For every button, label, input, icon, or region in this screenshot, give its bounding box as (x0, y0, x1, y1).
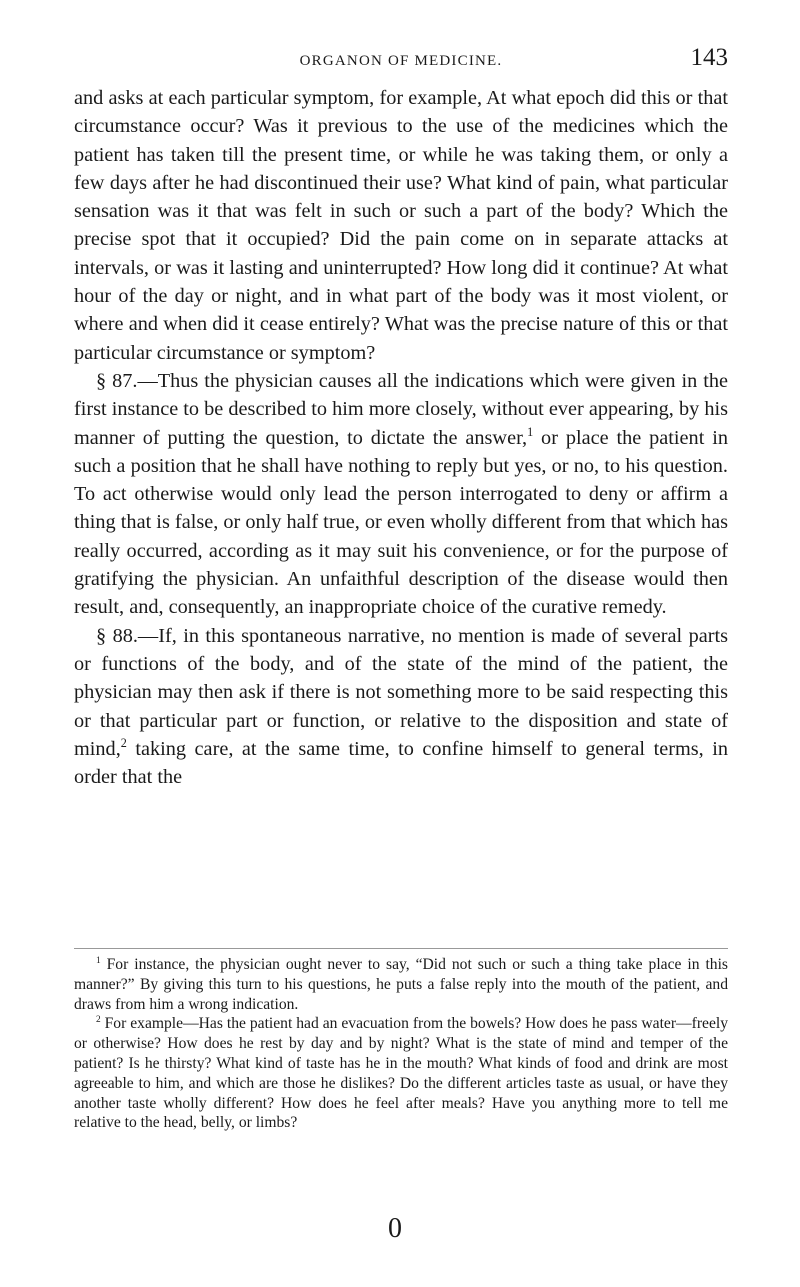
footnote-text: For instance, the physician ought never to say, “Did not such or such a thing take place in this manner?” By giving this turn to his questions, he puts a false reply into the mouth of the patient, and draws from him a wrong indication. (74, 956, 728, 1013)
paragraph-text: taking care, at the same time, to confine himself to general terms, in order that the (74, 737, 728, 789)
footnote-1 (74, 955, 728, 1014)
footnote-mark-2: 2 (96, 1015, 101, 1026)
paragraph-text: § 88.—If, in this spontaneous narrative, no mention is made of several parts or functions of the body, and of the state of the mind of the patient, the physician may then ask if there is not something more to be said respecting this or that particular part or function, or relative to the disposition and state of mind, (74, 624, 728, 760)
footnotes (74, 955, 728, 1133)
paragraph-section-87 (74, 367, 728, 622)
page-number: 143 (690, 44, 728, 71)
footnote-2 (74, 1014, 728, 1133)
paragraph-section-88 (74, 622, 728, 792)
footnote-ref-1: 1 (527, 424, 534, 439)
paragraph-text: § 87.—Thus the physician causes all the indications which were given in the first instance to be described to him more closely, without ever appearing, by his manner of putting the question, to dictate the answer, (74, 369, 728, 449)
footnote-text: For example—Has the patient had an evacuation from the bowels? How does he pass water—freely or otherwise? How does he rest by day and by night? What is the state of mind and temper of the patient? Is he thirsty? What kind of taste has he in the mouth? What kinds of food and drink are most agreeable to him, and which are those he dislikes? Do the different articles taste as usual, or have they another taste wholly different? How does he feel after meals? Have you anything more to tell me relative to the head, belly, or limbs? (74, 1015, 728, 1132)
running-title: ORGANON OF MEDICINE. (299, 53, 503, 69)
footnote-mark-1: 1 (96, 955, 101, 966)
paragraph-continuation (74, 84, 728, 367)
signature-mark: 0 (388, 1213, 402, 1244)
footnote-ref-2: 2 (120, 736, 127, 751)
paragraph-text: or place the patient in such a position that he shall have nothing to reply but yes, or no, to his question. To act otherwise would only lead the person interrogated to deny or affirm a thing that is false, or only half true, or even wholly different from that which has really occurred, according as it may suit his convenience, or for the purpose of gratifying the physician. An unfaithful description of the disease would then result, and, consequently, an inappropriate choice of the curative remedy. (74, 426, 728, 619)
running-head (74, 44, 728, 80)
paragraph-text: and asks at each particular symptom, for example, At what epoch did this or that circumstance occur? Was it previous to the use of the medicines which the patient has taken till the present time, or while he was taking them, or only a few days after he had discontinued their use? What kind of pain, what particular sensation was it that was felt in such or such a part of the body? Which the precise spot that it occupied? Did the pain come on in separate attacks at intervals, or was it lasting and uninterrupted? How long did it continue? At what hour of the day or night, and in what part of the body was it most violent, or where and when did it cease entirely? What was the precise nature of this or that particular circumstance or symptom? (74, 87, 728, 364)
footnote-divider (74, 948, 728, 949)
body-text (74, 84, 728, 791)
